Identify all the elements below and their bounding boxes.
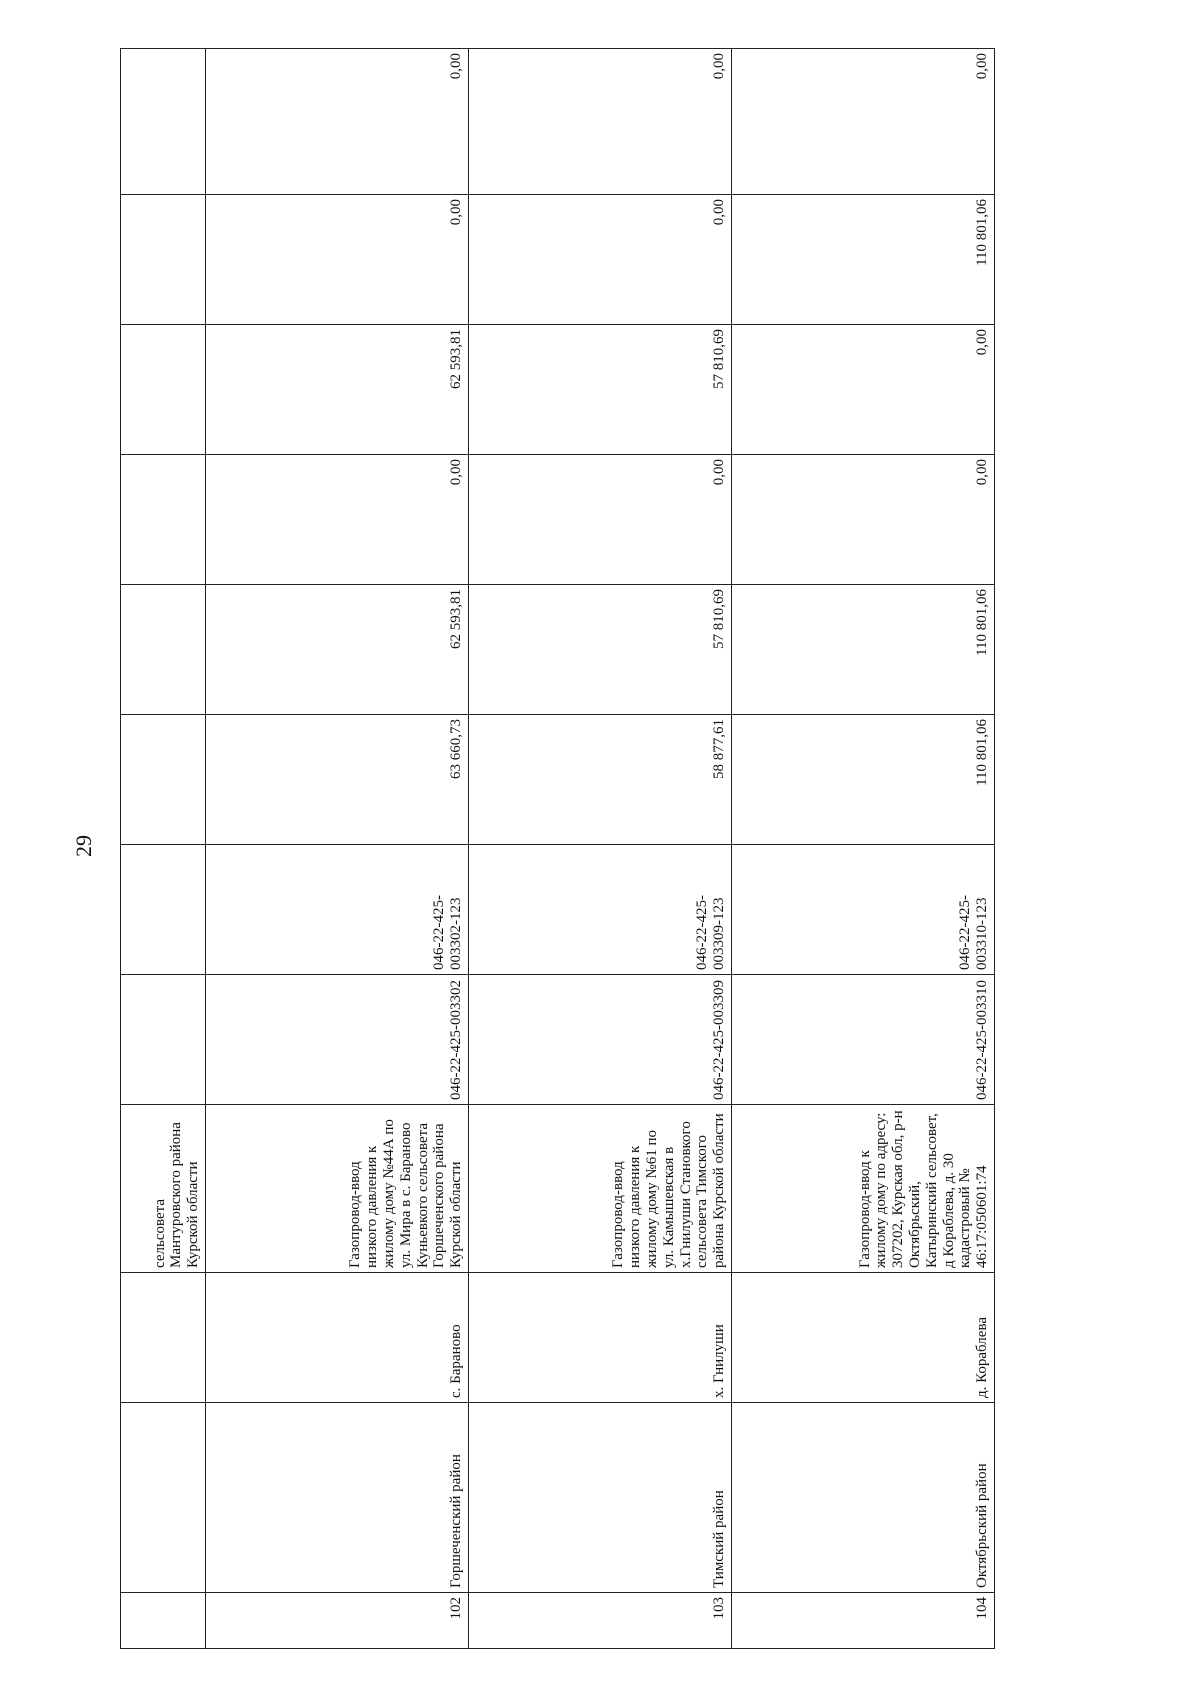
cell-num: 104 [732,1593,995,1649]
cell-v3: 0,00 [206,455,469,585]
cell-v2: 57 810,69 [469,585,732,715]
cell-settlement: д. Кораблева [732,1273,995,1403]
cell-v1: 63 660,73 [206,715,469,845]
cell-object: Газопровод-ввод низкого давления к жилому дому №61 по ул. Камышевская в х.Гнилуши Становкого сельсовета Тимского района Курской области [469,1105,732,1273]
cell-district: Октябрьский район [732,1403,995,1593]
rotated-table-container [120,53,991,1649]
table-row [469,49,732,1649]
table-row [732,49,995,1649]
table-row [206,49,469,1649]
cell-code2: 046-22-425-003302-123 [206,845,469,975]
cell-v5: 0,00 [469,195,732,325]
cell-code2 [121,845,206,975]
cell-settlement: х. Гнилуши [469,1273,732,1403]
cell-v2: 110 801,06 [732,585,995,715]
cell-v1: 110 801,06 [732,715,995,845]
cell-v4: 62 593,81 [206,325,469,455]
cell-v4 [121,325,206,455]
cell-v6 [121,49,206,195]
cell-district: Тимский район [469,1403,732,1593]
cell-v6: 0,00 [732,49,995,195]
cell-num: 103 [469,1593,732,1649]
cell-code1: 046-22-425-003309 [469,975,732,1105]
cell-v2: 62 593,81 [206,585,469,715]
cell-v1 [121,715,206,845]
cell-v5 [121,195,206,325]
table-row-continuation [121,49,206,1649]
page-number: 29 [71,835,96,857]
cell-v4: 0,00 [732,325,995,455]
cell-district [121,1403,206,1593]
cell-num: 102 [206,1593,469,1649]
cell-v5: 0,00 [206,195,469,325]
cell-v3: 0,00 [732,455,995,585]
cell-v6: 0,00 [469,49,732,195]
cell-code2: 046-22-425-003310-123 [732,845,995,975]
cell-object: Газопровод-ввод к жилому дому по адресу: 307202, Курская обл, р-н Октябрьский, Катыринский сельсовет, д Кораблева, д. 30 кадастровый № 46:17:050601:74 [732,1105,995,1273]
cell-v4: 57 810,69 [469,325,732,455]
cell-object: Газопровод-ввод низкого давления к жилому дому №44А по ул. Мира в с. Бараново Куньевкого сельсовета Горшеченского района Курской области [206,1105,469,1273]
cell-code1 [121,975,206,1105]
cell-num [121,1593,206,1649]
data-table [120,48,995,1649]
cell-code1: 046-22-425-003310 [732,975,995,1105]
cell-v5: 110 801,06 [732,195,995,325]
cell-code1: 046-22-425-003302 [206,975,469,1105]
cell-v1: 58 877,61 [469,715,732,845]
cell-settlement: с. Бараново [206,1273,469,1403]
cell-district: Горшеченский район [206,1403,469,1593]
cell-code2: 046-22-425-003309-123 [469,845,732,975]
cell-settlement [121,1273,206,1403]
cell-v2 [121,585,206,715]
cell-v3 [121,455,206,585]
cell-object: сельсовета Мантуровского района Курской области [121,1105,206,1273]
cell-v3: 0,00 [469,455,732,585]
cell-v6: 0,00 [206,49,469,195]
